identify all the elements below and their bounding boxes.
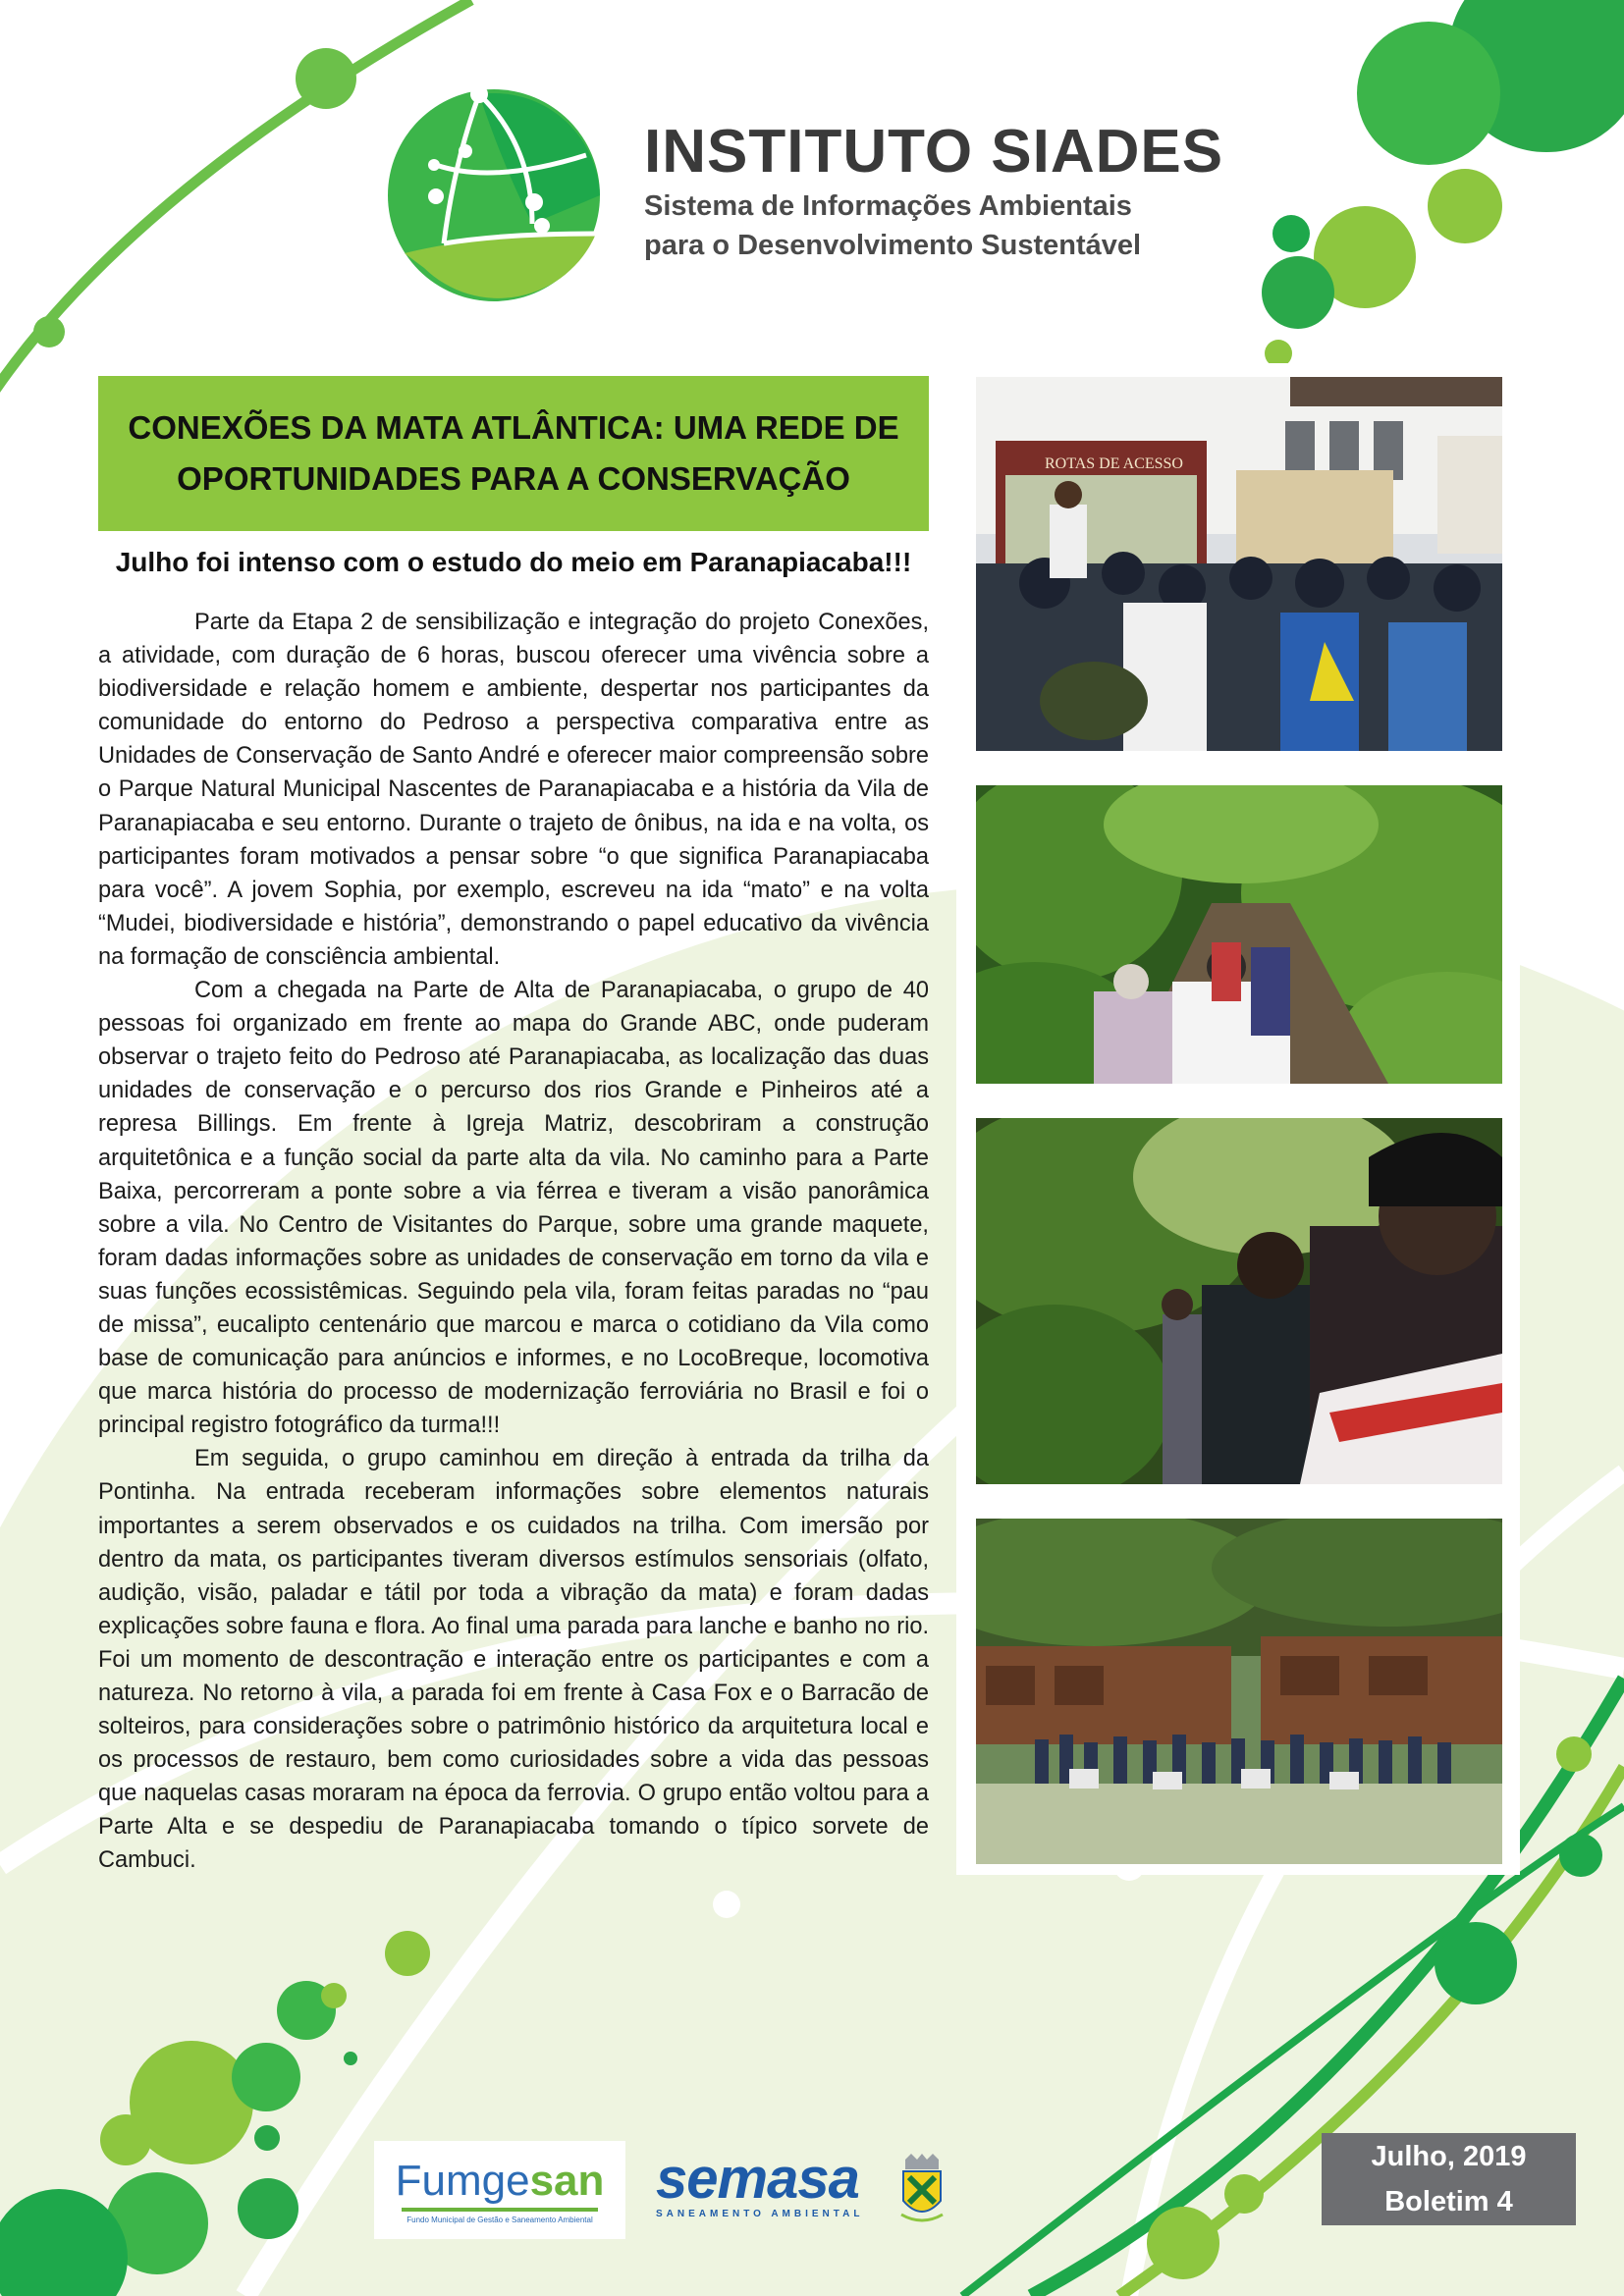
article-subtitle: Julho foi intenso com o estudo do meio em Paranapiacaba!!! — [115, 547, 912, 577]
photo-group-at-map — [976, 377, 1502, 751]
org-subtitle-line2: para o Desenvolvimento Sustentável — [644, 230, 1142, 261]
issue-date-box — [1322, 2133, 1576, 2225]
org-subtitle-line1: Sistema de Informações Ambientais — [644, 190, 1132, 222]
fumgesan-underline — [402, 2208, 598, 2212]
issue-date: Julho, 2019 — [1371, 2141, 1527, 2172]
photo-forest-listening — [976, 1118, 1502, 1484]
santo-andre-crest-icon — [897, 2154, 947, 2226]
article-paragraph: Parte da Etapa 2 de sensibilização e integração do projeto Conexões, a atividade, com duração de 6 horas, buscou oferecer uma vivência sobre a biodiversidade e relação homem e ambiente, despertar nos participantes da comunidade do entorno do Pedroso a perspectiva comparativa entre as Unidades de Conservação de Santo André e oferecer maior compreensão sobre o Parque Natural Municipal Nascentes de Paranapiacaba e a história da Vila de Paranapiacaba e seu entorno. Durante o trajeto de ônibus, na ida e na volta, os participantes foram motivados a pensar sobre “o que significa Paranapiacaba para você”. A jovem Sophia, por exemplo, escreveu na ida “mato” e na volta “Mudei, biodiversidade e história”, demonstrando o papel educativo da vivência na formação de consciência ambiental. — [98, 610, 929, 970]
fumgesan-name-part1: Fumge — [395, 2157, 530, 2205]
photo-sign-text: ROTAS DE ACESSO — [1045, 455, 1183, 472]
semasa-logo — [656, 2147, 950, 2238]
brand-header — [644, 118, 1224, 265]
issue-number: Boletim 4 — [1384, 2186, 1513, 2217]
fumgesan-name-part2: san — [529, 2157, 605, 2205]
article-paragraph: Com a chegada na Parte de Alta de Paranapiacaba, o grupo de 40 pessoas foi organizado em frente ao mapa do Grande ABC, onde puderam observar o trajeto feito do Pedroso até Paranapiacaba, as localização das duas unidades de conservação e o percurso dos rios Grande e Pinheiros até a represa Billings. Em frente à Igreja Matriz, descobriram a construção arquitetônica e a função social da parte alta da vila. No caminho para a Parte Baixa, percorreram a ponte sobre a via férrea e tiveram a visão panorâmica sobre a vila. No Centro de Visitantes do Parque, sobre uma grande maquete, foram dadas informações sobre as unidades de conservação em torno da vila e suas funções ecossistêmicas. Seguindo pela vila, foram feitas paradas no “pau de missa”, eucalipto centenário que marcou e marca o cotidiano da Vila como base de comunicação para anúncios e informes, e no LocoBreque, locomotiva que marca história do processo de modernização ferroviária no Brasil e foi o principal registro fotográfico da turma!!! — [98, 978, 929, 1439]
fumgesan-wordmark — [374, 2155, 625, 2208]
article-title-banner — [98, 376, 929, 531]
article-title-line1: CONEXÕES DA MATA ATLÂNTICA: UMA REDE DE — [128, 409, 899, 446]
fumgesan-logo — [374, 2141, 625, 2239]
globe-network-icon — [385, 86, 603, 304]
semasa-wordmark: semasa — [656, 2147, 859, 2211]
article-paragraph: Em seguida, o grupo caminhou em direção à entrada da trilha da Pontinha. Na entrada receberam informações sobre elementos naturais importantes a serem observados e os cuidados na trilha. Com imersão por dentro da mata, os participantes tiveram diversos estímulos sensoriais (olfato, audição, visão, paladar e tátil por toda a vibração da mata) e foram dadas explicações sobre fauna e flora. Ao final uma parada para lanche e banho no rio. Foi um momento de descontração e interação entre os participantes e com a natureza. No retorno à vila, a parada foi em frente à Casa Fox e o Barracão de solteiros, para considerações sobre o patrimônio histórico da arquitetura local e os processos de restauro, bem como curiosidades sobre a vida das pessoas que naquelas casas moraram na época da ferrovia. O grupo então voltou para a Parte Alta e se despediu de Paranapiacaba tomando o típico sorvete de Cambuci. — [98, 1446, 929, 1874]
semasa-tagline: SANEAMENTO AMBIENTAL — [656, 2209, 864, 2219]
photo-group-train — [976, 1519, 1502, 1864]
photo-trail-walkway — [976, 785, 1502, 1084]
article-body — [98, 606, 929, 1878]
org-name: INSTITUTO SIADES — [644, 118, 1224, 186]
article-title-line2: OPORTUNIDADES PARA A CONSERVAÇÃO — [177, 460, 850, 497]
article-title — [128, 402, 898, 505]
fumgesan-tagline: Fundo Municipal de Gestão e Saneamento Ambiental — [406, 2216, 593, 2224]
